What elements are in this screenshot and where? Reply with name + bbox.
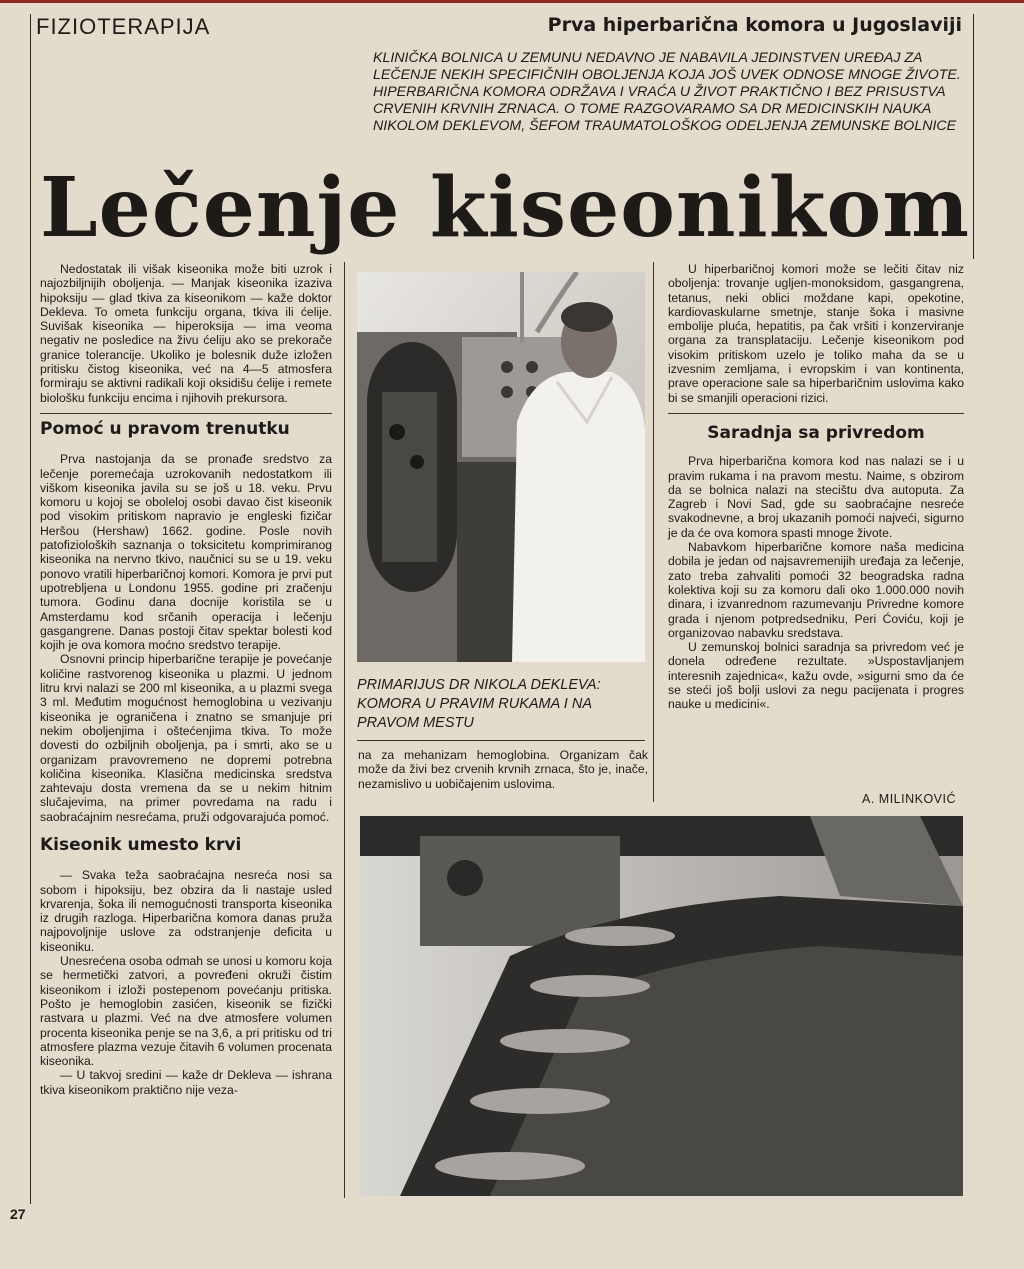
column-1 xyxy=(40,262,332,1097)
column-divider-1 xyxy=(344,262,345,1198)
paragraph: U zemunskoj bolnici saradnja sa privredom već je donela određene rezultate. »Uspostavljanjem interesnih zajednica«, kažu ovde, »sigurni smo da će se steći još bolji uslovi za negu pacijenata i progres nauke u medicini«. xyxy=(668,640,964,712)
column-3 xyxy=(668,262,964,712)
page-headline: Prva hiperbarična komora u Jugoslaviji xyxy=(547,14,962,36)
doctor-photo xyxy=(357,272,645,662)
photo-caption: PRIMARIJUS DR NIKOLA DEKLEVA: KOMORA U PRAVIM RUKAMA I NA PRAVOM MESTU xyxy=(357,677,601,731)
divider xyxy=(668,413,964,414)
paragraph: Prva hiperbarična komora kod nas nalazi se i u pravim rukama i na pravom mestu. Naime, s obzirom da se bolnica nalazi na stecištu dva autoputa. Za Zagreb i Novi Sad, gde su saobraćajne nesreće svakodnevne, a broj ukazanih pomoći najveći, sigurno je da će ova komora spasti mnoge živote. xyxy=(668,454,964,540)
article-title: Lečenje kiseonikom xyxy=(40,160,970,256)
section-label: FIZIOTERAPIJA xyxy=(36,14,211,39)
column-divider-2 xyxy=(653,262,654,802)
chamber-photo xyxy=(360,816,963,1196)
paragraph: — U takvoj sredini — kaže dr Dekleva — ishrana tkiva kiseonikom praktično nije veza- xyxy=(40,1068,332,1097)
paragraph: U hiperbaričnoj komori može se lečiti čitav niz oboljenja: trovanje ugljen-monoksidom, gasgangrena, tetanus, neki oblici moždane kapi, opekotine, kardiovaskularne smetnje, stanje šoka i masivne embolije pluća, hepatitis, pa čak vršiti i konzerviranje organa za transplataciju. Lečenje kiseonikom pod visokim pritiskom uzelo je toliko maha da se u izvesnim zemljama, i evropskim i van kontinenta, prave operacione sale sa hiperbaričnim uslovima kako bi se smanjili operacioni rizici. xyxy=(668,262,964,405)
paragraph: — Svaka teža saobraćajna nesreća nosi sa sobom i hipoksiju, bez obzira da li nastaje usled krvarenja, šoka ili nemogućnosti transporta kiseonika iz drugih razloga. Hiperbarična komora danas pruža najpovoljnije uslove za odstranjenje deficita u kiseoniku. xyxy=(40,868,332,954)
subheading-kiseonik: Kiseonik umesto krvi xyxy=(40,834,242,855)
paragraph: Nabavkom hiperbarične komore naša medicina dobila je jedan od najsavremenijih uređaja za lečenje, zato treba zahvaliti pomoći 32 beogradska radna kolektiva koji su za komoru dali oko 1.000.000 novih dinara, i izvanrednom razumevanju Privredne komore grada i njenom potpredsedniku, Peri Ćoviću, koji je organizovao nabavku sredstava. xyxy=(668,540,964,640)
column-2-text xyxy=(358,748,648,791)
doctor-photo-image xyxy=(357,272,645,662)
paragraph: Osnovni princip hiperbarične terapije je povećanje količine rastvorenog kiseonika u plazmi. U jednom litru krvi nalazi se 200 ml kiseonika, a u plazmi svega 3 ml. Međutim mogućnost hemoglobina u vezivanju kiseonika je ograničena i znatno se smanjuje pri nekim oboljenjima i oštećenjima tkiva. To može dovesti do ozbiljnih oboljenja, pa i smrti, ako se u organizam pravovremeno ne dopremi potrebna količina kiseonika. Klasična medicinska sredstva zahtevaju dosta vremena da se u nekim hitnim slučajevima, na primer povredama na radu i saobraćajnim nesrećama, pruži odgovarajuća pomoć. xyxy=(40,652,332,824)
subheading-pomoc: Pomoć u pravom trenutku xyxy=(40,418,290,439)
author-name: A. MILINKOVIĆ xyxy=(862,792,957,806)
right-frame-rule xyxy=(973,14,974,259)
caption-divider xyxy=(357,740,645,741)
paragraph: Unesrećena osoba odmah se unosi u komoru koja se hermetički zatvori, a povređeni okruži čistim kiseonikom i izloži postepenom povećanju pritiska. Pošto je hemoglobin zasićen, kiseonik se fizički rastvara u plazmi. Već na dve atmosfere volumen procenta kiseonika penje se na 3,6, a pri pritisku od tri atmosfere plazma vezuje čitavih 6 volumen procenata kiseonika. xyxy=(40,954,332,1069)
left-frame-rule xyxy=(30,14,31,1204)
top-color-bar xyxy=(0,0,1024,3)
intro-paragraph: Nedostatak ili višak kiseonika može biti uzrok i najozbiljnijih oboljenja. — Manjak kiseonika izaziva hipoksiju — glad tkiva za kiseonikom — kaže doktor Dekleva. To ometa funkciju organa, tkiva ili ćelije. Suvišak kiseonika — hiperoksija — ima veoma negativ ne posledice na živu ćeliju ako se prekorače granice tolerancije. Ukoliko je bolesnik duže izložen pritisku čistog kiseonika, već na 4—5 atmosfera formiraju se aktivni radikali koji oksidišu ćelije i remete biološku funkciju encima i njihovih prekursora. xyxy=(40,262,332,405)
subheading-saradnja: Saradnja sa privredom xyxy=(707,422,925,443)
lead-paragraph: KLINIČKA BOLNICA U ZEMUNU NEDAVNO JE NABAVILA JEDINSTVEN UREĐAJ ZA LEČENJE NEKIH SPECIFIČNIH OBOLJENJA KOJA JOŠ UVEK ODNOSE MNOGE ŽIVOTE. HIPERBARIČNA KOMORA ODRŽAVA I VRAĆA U ŽIVOT PRAKTIČNO I BEZ PRISUSTVA CRVENIH KRVNIH ZRNACA. O TOME RAZGOVARAMO SA DR MEDICINSKIH NAUKA NIKOLOM DEKLEVOM, ŠEFOM TRAUMATOLOŠKOG ODELJENJA ZEMUNSKE BOLNICE xyxy=(373,50,961,134)
paragraph: na za mehanizam hemoglobina. Organizam čak može da živi bez crvenih krvnih zrnaca, što je, inače, nezamislivo u uobičajenim uslovima. xyxy=(358,748,648,791)
paragraph: Prva nastojanja da se pronađe sredstvo za lečenje poremećaja uzrokovanih nedostatkom ili viškom kiseonika javila su se još u 18. veku. Prvu komoru u kojoj se oboleloj osobi davao čist kiseonik pod visokim pritiskom napravio je engleski fizičar Heršou (Hershaw) 1662. godine. Posle novih patofizioloških saznanja o toksicitetu komprimiranog kiseonika na nervno tkivo, naučnici su se u 19. veku ponovo vratili hiperbaričnoj komori. Komora je prvi put upotrebljena u Londonu 1955. godine pri zračenju tumora. Godinu dana docnije koristila se u Amsterdamu kod srčanih operacija i lečenju gasgangrene. Danas postoji čitav spektar bolesti kod kojih je ova komora moćno sredstvo terapije. xyxy=(40,452,332,653)
chamber-photo-image xyxy=(360,816,963,1196)
divider xyxy=(40,413,332,414)
page-number: 27 xyxy=(10,1206,26,1222)
